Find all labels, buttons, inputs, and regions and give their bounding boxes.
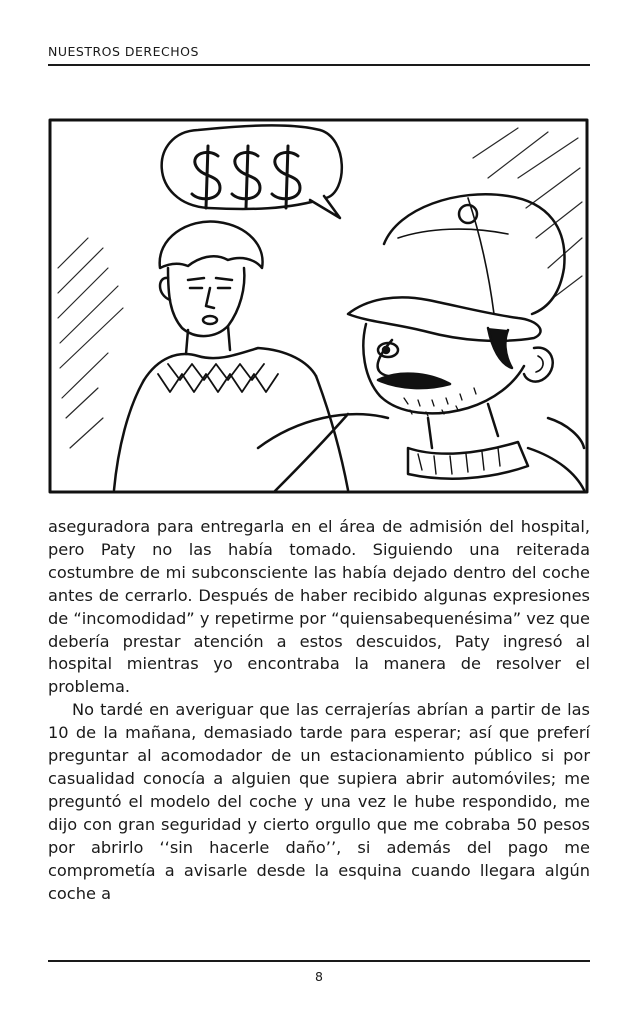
paragraph: No tardé en averiguar que las cerrajerías abrían a partir de las 10 de la mañana, demasiado tarde para esperar; así que preferí preguntar al acomodador de un estacionamiento público si por casualidad conocía a alguien que supiera abrir automóviles; me preguntó el modelo del coche y una vez le hube respondido, me dijo con gran seguridad y cierto orgullo que me cobraba 50 pesos por abrirlo ‘‘sin hacerle daño’’, si además del pago me comprometía a avisarle desde la esquina cuando llegara algún coche a (48, 700, 590, 903)
header-rule (48, 64, 590, 66)
body-text (48, 516, 590, 905)
footer-rule (48, 960, 590, 962)
paragraph: aseguradora para entregarla en el área de admisión del hospital, pero Paty no las había tomado. Siguiendo una reiterada costumbre de mi subconsciente las había dejado dentro del coche antes de cerrarlo. Después de haber recibido algunas expresiones de “incomodidad” y repetirme por “quiensabequenésima” vez que debería prestar atención a estos descuidos, Paty ingresó al hospital mientras yo encontraba la manera de resolver el problema. (48, 517, 590, 697)
cartoon-illustration (48, 118, 589, 494)
page-number: 8 (315, 969, 323, 984)
speech-bubble (162, 125, 342, 218)
young-man-figure (114, 221, 348, 490)
dollar-signs-text (192, 146, 300, 208)
page-header (48, 44, 590, 60)
running-header-title: NUESTROS DERECHOS (48, 44, 199, 59)
capped-man-figure (258, 194, 584, 492)
